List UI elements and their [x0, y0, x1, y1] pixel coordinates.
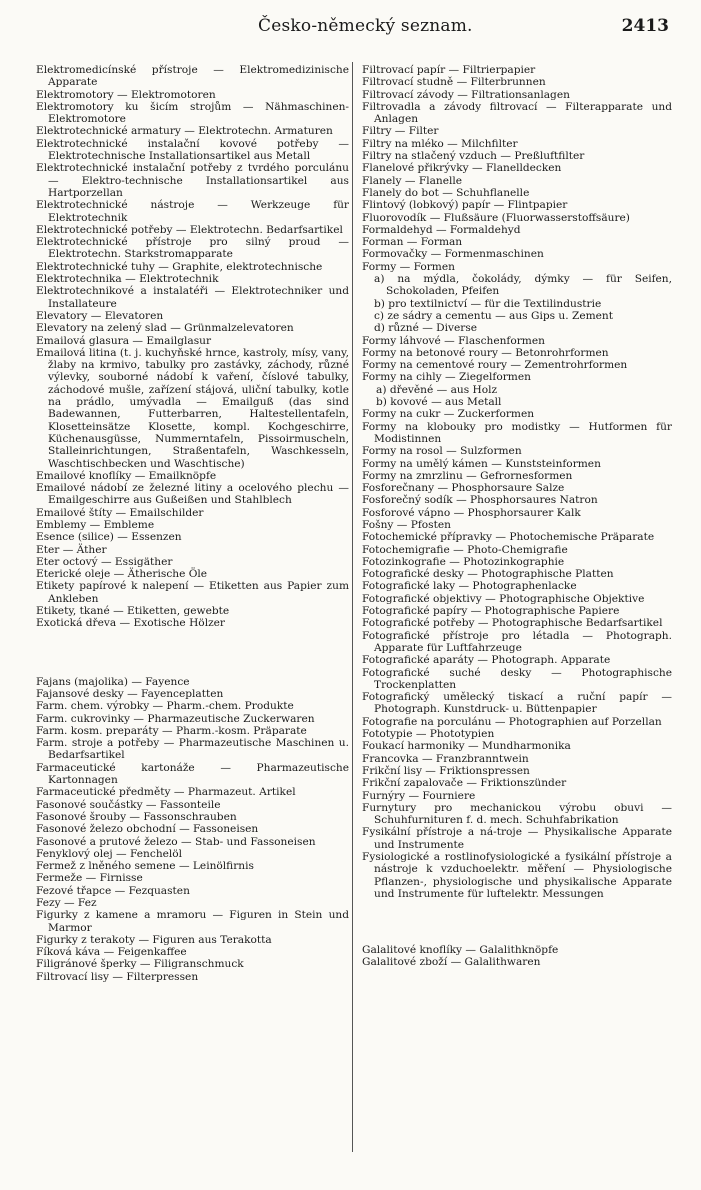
index-entry: a) na mýdla, čokolády, dýmky — für Seifen, Schokoladen, Pfeifen: [374, 273, 672, 298]
index-entry: d) různé — Diverse: [374, 322, 478, 335]
index-entry: Elektrotechnické tuhy — Graphite, elektrotechnische: [36, 260, 323, 273]
index-entry: Elektrotechnické nástroje — Werkzeuge für Elektrotechnik: [36, 199, 349, 224]
index-entry: Fotografické desky — Photographische Platten: [362, 568, 614, 581]
index-entry: Farm. stroje a potřeby — Pharmazeutische Maschinen u. Bedarfsartikel: [36, 737, 349, 762]
index-entry: Eter octový — Essigäther: [36, 555, 173, 568]
entries-f-right: [362, 64, 672, 273]
section-gap: [362, 900, 672, 944]
index-entry: Formaldehyd — Formaldehyd: [362, 223, 521, 236]
index-entry: a) dřevěné — aus Holz: [376, 383, 498, 396]
index-entry: Farmaceutické kartonáže — Pharmazeutische Kartonnagen: [36, 761, 349, 787]
index-entry: Formy láhvové — Flaschenformen: [362, 334, 545, 347]
index-entry: Figurky z terakoty — Figuren aus Terakotta: [36, 933, 272, 946]
index-entry: Farm. chem. výrobky — Pharm.-chem. Produkte: [36, 700, 294, 713]
entries-f-rest: [362, 408, 672, 900]
index-entry: Filigránové šperky — Filigranschmuck: [36, 958, 244, 971]
index-entry: Farm. cukrovinky — Pharmazeutische Zuckerwaren: [36, 712, 315, 725]
index-entry: Elektrotechnické instalační kovové potřeby — Elektrotechnische Installationsartikel aus Metall: [36, 137, 349, 163]
index-entry: Emailové štíty — Emailschilder: [36, 506, 204, 519]
index-entry: Fysikální přístroje a ná-troje — Physikalische Apparate und Instrumente: [362, 826, 672, 851]
index-entry: Fosforečnany — Phosphorsaure Salze: [362, 482, 565, 495]
index-entry: Fošny — Pfosten: [362, 518, 451, 531]
index-entry: Fenyklový olej — Fenchelöl: [36, 847, 183, 860]
index-entry: Emblemy — Embleme: [36, 518, 155, 531]
index-entry: Elektrotechnické instalační potřeby z tvrdého porculánu — Elektro-technische Installationsartikel aus Hartporzellan: [36, 162, 349, 199]
index-entry: Fotografické objektivy — Photographische Objektive: [362, 592, 645, 605]
index-entry: Etikety, tkané — Etiketten, gewebte: [36, 605, 230, 618]
formy-subentries: [362, 273, 672, 334]
index-entry: Filtry na mléko — Milchfilter: [362, 137, 518, 150]
index-entry: Fezové třapce — Fezquasten: [36, 884, 190, 897]
index-entry: Emailová glasura — Emailglasur: [36, 334, 212, 347]
index-entry: Formy na umělý kámen — Kunststeinformen: [362, 457, 601, 470]
index-entry: Fotochemické přípravky — Photochemische Präparate: [362, 531, 655, 544]
index-entry: Elektrotechnika — Elektrotechnik: [36, 273, 219, 286]
index-entry: Filtry na stlačený vzduch — Preßluftfilter: [362, 150, 585, 163]
index-entry: b) pro textilnictví — für die Textilindustrie: [374, 297, 602, 310]
index-entry: Formy na cihly — Ziegelformen: [362, 371, 531, 384]
index-entry: Eterické oleje — Ätherische Öle: [36, 568, 208, 581]
page-number: 2413: [621, 16, 669, 36]
index-entry: Fluorovodík — Flußsäure (Fluorwasserstoffsäure): [362, 211, 630, 224]
index-entry: Filtrovací studně — Filterbrunnen: [362, 76, 546, 89]
index-entry: Elevatory na zelený slad — Grünmalzelevatoren: [36, 322, 294, 335]
index-entry: Filtrovací papír — Filtrierpapier: [362, 64, 536, 76]
index-entry: Fíková káva — Feigenkaffee: [36, 946, 187, 959]
index-entry: Foukací harmoniky — Mundharmonika: [362, 740, 571, 753]
index-entry: Emailové nádobí ze železné litiny a ocelového plechu — Emailgeschirre aus Gußeißen und Stahlblech: [36, 482, 349, 507]
index-entry: Exotická dřeva — Exotische Hölzer: [36, 617, 225, 630]
index-entry: Fotografické laky — Photographenlacke: [362, 580, 577, 593]
index-entry: Flanely — Flanelle: [362, 174, 463, 187]
index-entry: Francovka — Franzbranntwein: [362, 752, 529, 765]
entries-f: [36, 676, 349, 983]
right-column: [362, 64, 672, 969]
index-entry: Emailové knoflíky — Emailknöpfe: [36, 469, 217, 482]
index-entry: Elektromedicínské přístroje — Elektromedizinische Apparate: [36, 64, 349, 89]
index-entry: Elektrotechnické armatury — Elektrotechn. Armaturen: [36, 125, 333, 138]
index-entry: Formy — Formen: [362, 260, 455, 273]
left-column: [36, 64, 349, 983]
index-entry: b) kovové — aus Metall: [376, 396, 502, 409]
index-entry: Figurky z kamene a mramoru — Figuren in Stein und Marmor: [36, 909, 349, 934]
index-entry: Fotografie na porculánu — Photographien auf Porzellan: [362, 715, 662, 728]
entries-formy: [362, 335, 672, 384]
index-entry: Formy na zmrzlinu — Gefrornesformen: [362, 469, 573, 482]
index-entry: Formy na klobouky pro modistky — Hutformen für Modistinnen: [362, 420, 672, 445]
index-entry: Etikety papírové k nalepení — Etiketten aus Papier zum Ankleben: [36, 580, 349, 605]
index-entry: Flanely do bot — Schuhflanelle: [362, 186, 530, 199]
entries-g: [362, 944, 672, 969]
index-entry: Filtrovací lisy — Filterpressen: [36, 970, 199, 983]
index-entry: c) ze sádry a cementu — aus Gips u. Zement: [374, 309, 613, 322]
index-entry: Fosforové vápno — Phosphorsaurer Kalk: [362, 506, 581, 519]
index-entry: Elevatory — Elevatoren: [36, 309, 164, 322]
index-entry: Emailová litina (t. j. kuchyňské hrnce, kastroly, mísy, vany, žlaby na krmivo, tabulky pro zastávky, záchody, různé výlevky, souborné nádobí k vaření, číslové tabulky, záchodové mušle, zařízení stájová, uliční tabulky, kotle na prádlo, umývadla — Emailguß (das sind Badewannen, Futterbarren, Haltestellentafeln, Klosetteinsätze Klosette, kompl. Kochgeschirre, Küchenausgüsse, Nummerntafeln, Pissoirmuscheln, Stalleinrichtungen, Straßentafeln, Waschkesseln, Waschtischbecken und Waschtische): [36, 346, 349, 470]
index-entry: Fototypie — Phototypien: [362, 728, 495, 741]
index-entry: Fermeže — Firnisse: [36, 872, 143, 885]
index-entry: Fajans (majolika) — Fayence: [36, 675, 190, 688]
index-entry: Esence (silice) — Essenzen: [36, 531, 182, 544]
index-entry: Galalitové knoflíky — Galalithknöpfe: [362, 944, 559, 957]
index-entry: Filtrovací závody — Filtrationsanlagen: [362, 88, 570, 101]
index-entry: Fotografický umělecký tiskací a ruční papír — Photograph. Kunstdruck- u. Büttenpapier: [362, 691, 672, 716]
index-entry: Fezy — Fez: [36, 897, 97, 909]
index-entry: Fotografické přístroje pro létadla — Photograph. Apparate für Luftfahrzeuge: [362, 629, 672, 654]
index-entry: Fasonové šrouby — Fassonschrauben: [36, 810, 237, 823]
index-entry: Fotozinkografie — Photozinkographie: [362, 555, 565, 568]
index-entry: Fotografické potřeby — Photographische Bedarfsartikel: [362, 617, 663, 630]
index-entry: Flanelové přikrývky — Flanelldecken: [362, 162, 562, 175]
index-entry: Formy na cukr — Zuckerformen: [362, 408, 535, 421]
index-entry: Eter — Äther: [36, 543, 107, 556]
index-entry: Fasonové a prutové železo — Stab- und Fassoneisen: [36, 835, 316, 848]
section-gap: [36, 630, 349, 676]
index-entry: Frikční lisy — Friktionspressen: [362, 764, 530, 777]
index-entry: Fasonové součástky — Fassonteile: [36, 798, 221, 811]
index-entry: Elektromotory ku šicím strojům — Nähmaschinen-Elektromotore: [36, 100, 349, 126]
index-entry: Fotochemigrafie — Photo-Chemigrafie: [362, 543, 568, 556]
index-entry: Flintový (lobkový) papír — Flintpapier: [362, 199, 568, 212]
index-entry: Fosforečný sodík — Phosphorsaures Natron: [362, 494, 598, 507]
index-entry: Formovačky — Formenmaschinen: [362, 248, 544, 261]
cihly-subentries: [362, 384, 672, 409]
index-entry: Fajansové desky — Fayenceplatten: [36, 687, 224, 700]
index-entry: Filtrovadla a závody filtrovací — Filterapparate und Anlagen: [362, 100, 672, 126]
page-header: [0, 16, 701, 40]
index-entry: Fysiologické a rostlinofysiologické a fysikální přístroje a nástroje k vzduchoelektr. měření — Physiologische Pflanzen-, physiologische und physikalische Apparate und Instrumente für luftelektr. Messungen: [362, 851, 672, 900]
index-entry: Fasonové železo obchodní — Fassoneisen: [36, 823, 259, 836]
index-entry: Elektrotechnikové a instalatéři — Elektrotechniker und Installateure: [36, 285, 349, 310]
index-entry: Elektrotechnické přístroje pro silný proud — Elektrotechn. Starkstromapparate: [36, 236, 349, 261]
page-title: Česko-německý seznam.: [258, 16, 473, 36]
index-entry: Fotografické aparáty — Photograph. Apparate: [362, 654, 611, 667]
index-entry: Forman — Forman: [362, 236, 463, 249]
index-entry: Galalitové zboží — Galalithwaren: [362, 956, 541, 969]
column-divider: [352, 62, 353, 1152]
index-entry: Formy na rosol — Sulzformen: [362, 445, 522, 458]
index-entry: Fotografické suché desky — Photographische Trockenplatten: [362, 666, 672, 691]
index-entry: Farm. kosm. preparáty — Pharm.-kosm. Präparate: [36, 724, 307, 737]
index-entry: Furnytury pro mechanickou výrobu obuvi — Schuhfurnituren f. d. mech. Schuhfabrikation: [362, 801, 672, 827]
index-entry: Elektrotechnické potřeby — Elektrotechn. Bedarfsartikel: [36, 223, 343, 236]
index-entry: Filtry — Filter: [362, 125, 439, 138]
index-entry: Farmaceutické předměty — Pharmazeut. Artikel: [36, 786, 296, 799]
index-entry: Formy na betonové roury — Betonrohrformen: [362, 346, 609, 359]
index-entry: Frikční zapalovače — Friktionszünder: [362, 777, 567, 790]
index-entry: Elektromotory — Elektromotoren: [36, 88, 216, 101]
index-entry: Formy na cementové roury — Zementrohrformen: [362, 359, 628, 372]
index-entry: Fermež z lněného semene — Leinölfirnis: [36, 860, 254, 873]
entries-e: [36, 64, 349, 630]
index-entry: Fotografické papíry — Photographische Papiere: [362, 605, 620, 618]
index-entry: Furnýry — Fourniere: [362, 789, 476, 802]
